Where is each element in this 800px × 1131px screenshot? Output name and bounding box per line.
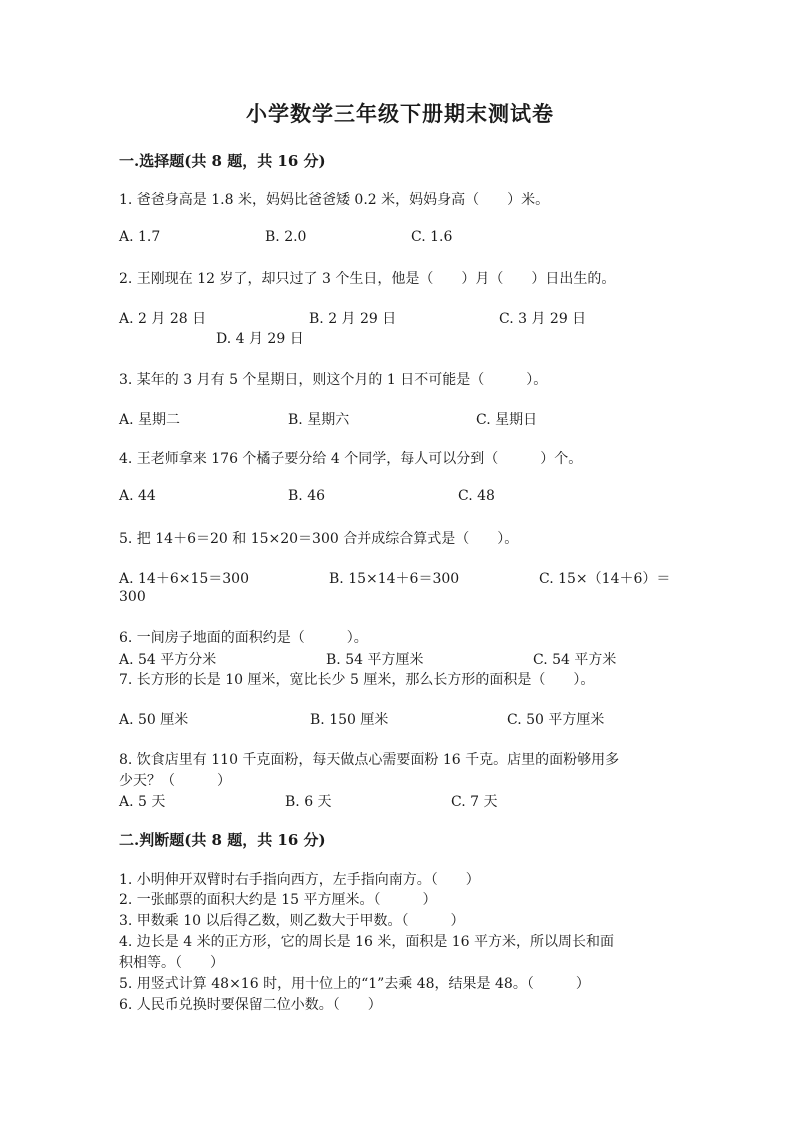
question-3-option-c: C. 星期日 [476,412,538,428]
question-5-option-c-cont: 300 [119,589,146,605]
question-3: 3. 某年的 3 月有 5 个星期日，则这个月的 1 日不可能是（ ）。 [119,372,548,388]
question-6: 6. 一间房子地面的面积约是（ ）。 [119,630,368,646]
question-6-option-b: B. 54 平方厘米 [326,652,424,668]
judgement-3: 3. 甲数乘 10 以后得乙数，则乙数大于甲数。（ ） [119,913,465,929]
question-5-option-c: C. 15×（14＋6）＝ [539,571,671,587]
question-1-option-a: A. 1.7 [119,229,161,245]
question-3-option-a: A. 星期二 [119,412,181,428]
question-8-option-c: C. 7 天 [451,794,498,810]
question-1-option-b: B. 2.0 [265,229,307,245]
judgement-1: 1. 小明伸开双臂时右手指向西方，左手指向南方。（ ） [119,872,480,888]
question-5-option-b: B. 15×14＋6＝300 [329,571,460,587]
question-1: 1. 爸爸身高是 1.8 米，妈妈比爸爸矮 0.2 米，妈妈身高（ ）米。 [119,192,550,208]
judgement-5: 5. 用竖式计算 48×16 时，用十位上的“1”去乘 48，结果是 48。（ ） [119,976,590,992]
question-4-option-b: B. 46 [288,488,326,504]
question-4: 4. 王老师拿来 176 个橘子要分给 4 个同学，每人可以分到（ ）个。 [119,451,583,467]
question-7: 7. 长方形的长是 10 厘米，宽比长少 5 厘米，那么长方形的面积是（ ）。 [119,672,595,688]
question-7-option-c: C. 50 平方厘米 [507,712,605,728]
section-heading-choice: 一.选择题(共 8 题，共 16 分) [119,152,326,170]
judgement-4-line-2: 积相等。（ ） [119,955,224,971]
question-6-option-c: C. 54 平方米 [533,652,617,668]
question-7-option-a: A. 50 厘米 [119,712,189,728]
question-2-option-c: C. 3 月 29 日 [499,311,587,327]
question-8-line-1: 8. 饮食店里有 110 千克面粉，每天做点心需要面粉 16 千克。店里的面粉够用多 [119,752,620,768]
judgement-2: 2. 一张邮票的面积大约是 15 平方厘米。（ ） [119,892,437,908]
question-5: 5. 把 14＋6＝20 和 15×20＝300 合并成综合算式是（ ）。 [119,531,519,547]
question-2-option-d: D. 4 月 29 日 [216,331,304,347]
question-4-option-a: A. 44 [119,488,156,504]
question-8-option-b: B. 6 天 [285,794,332,810]
question-6-option-a: A. 54 平方分米 [119,652,217,668]
question-5-option-a: A. 14＋6×15＝300 [119,571,249,587]
judgement-4-line-1: 4. 边长是 4 米的正方形，它的周长是 16 米，面积是 16 平方米，所以周长和面 [119,934,615,950]
question-1-option-c: C. 1.6 [411,229,453,245]
page-title: 小学数学三年级下册期末测试卷 [246,101,554,126]
section-heading-judgement: 二.判断题(共 8 题，共 16 分) [119,831,326,849]
judgement-6: 6. 人民币兑换时要保留二位小数。（ ） [119,997,382,1013]
question-3-option-b: B. 星期六 [288,412,350,428]
question-8-line-2: 少天？（ ） [119,773,231,789]
question-2-option-b: B. 2 月 29 日 [309,311,397,327]
question-2-option-a: A. 2 月 28 日 [119,311,207,327]
question-7-option-b: B. 150 厘米 [310,712,389,728]
question-2: 2. 王刚现在 12 岁了，却只过了 3 个生日，他是（ ）月（ ）日出生的。 [119,271,616,287]
question-4-option-c: C. 48 [458,488,495,504]
question-8-option-a: A. 5 天 [119,794,166,810]
